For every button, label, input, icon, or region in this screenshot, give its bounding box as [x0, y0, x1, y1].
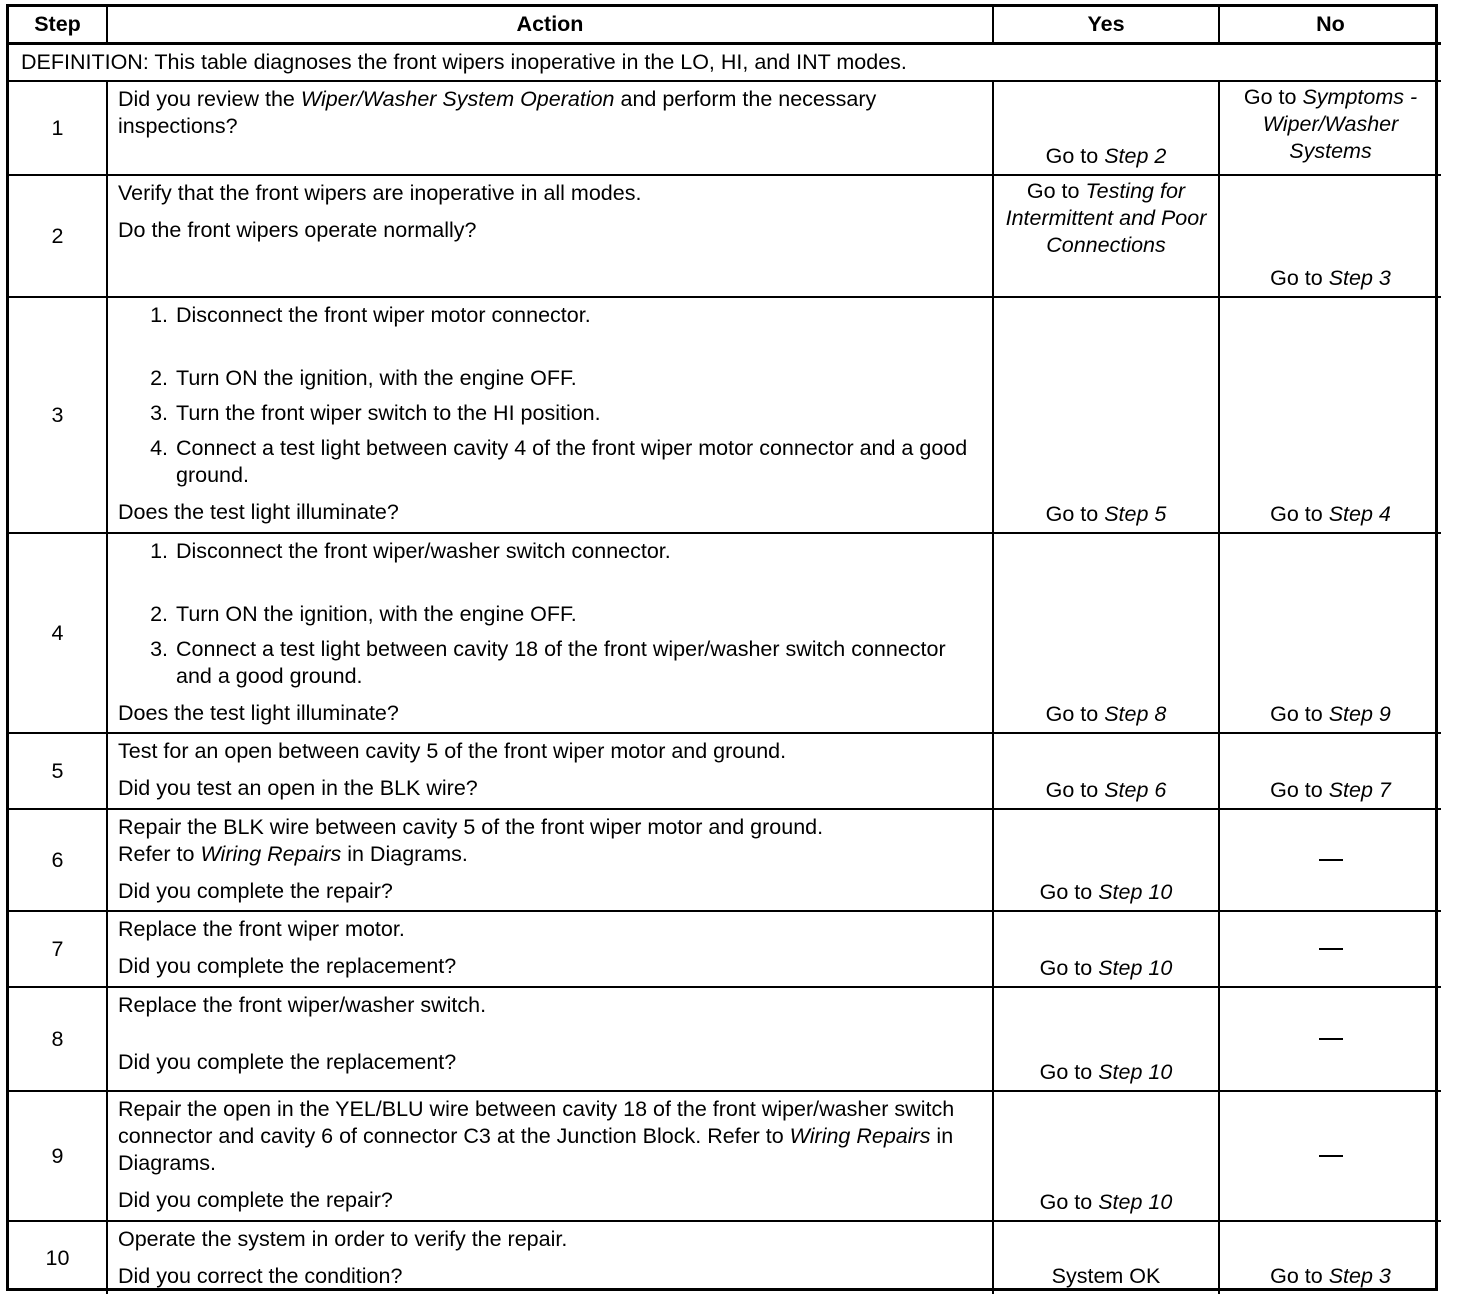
goto-label: Go to [1039, 1190, 1099, 1214]
table-row [9, 1221, 1441, 1294]
goto-label: Go to [1045, 778, 1105, 802]
step-action [107, 809, 993, 911]
no-step-ref: Step 4 [1328, 502, 1391, 526]
yes-step-ref: Step 2 [1104, 144, 1167, 168]
yes-step-ref: Step 10 [1098, 956, 1173, 980]
yes-result [993, 1091, 1219, 1221]
step-number: 7 [9, 911, 107, 987]
yes-result [993, 733, 1219, 809]
yes-step-ref: Step 10 [1098, 880, 1173, 904]
yes-step-ref: Step 10 [1098, 1190, 1173, 1214]
list-item: 3. Turn the front wiper switch to the HI position. [174, 400, 982, 427]
action-text: Repair the BLK wire between cavity 5 of the front wiper motor and ground. [118, 815, 824, 839]
action-text: Did you review the [118, 87, 301, 111]
not-applicable-dash [1319, 1038, 1343, 1040]
step-action [107, 1221, 993, 1294]
list-item: 2. Turn ON the ignition, with the engine OFF. [174, 601, 982, 628]
action-question: Does the test light illuminate? [118, 701, 399, 725]
action-text: Replace the front wiper/washer switch. [118, 993, 487, 1017]
step-action [107, 175, 993, 297]
goto-label: Go to [1026, 179, 1086, 203]
step-action [107, 1091, 993, 1221]
yes-step-ref: Testing for Intermittent and Poor Connections [1005, 179, 1207, 257]
goto-label: Go to [1270, 702, 1329, 726]
yes-result [993, 81, 1219, 175]
no-step-ref: Symptoms - Wiper/Washer Systems [1262, 85, 1418, 163]
definition-row [9, 43, 1441, 81]
yes-result [993, 987, 1219, 1091]
goto-label: Go to [1039, 880, 1099, 904]
not-applicable-dash [1319, 948, 1343, 950]
step-action [107, 987, 993, 1091]
definition-text: DEFINITION: This table diagnoses the front wipers inoperative in the LO, HI, and INT modes. [9, 43, 1441, 81]
no-result [1219, 1091, 1441, 1221]
goto-label: Go to [1045, 702, 1105, 726]
action-question: Did you complete the repair? [118, 1188, 393, 1212]
no-result [1219, 809, 1441, 911]
action-question: Did you complete the replacement? [118, 1050, 457, 1074]
no-result [1219, 81, 1441, 175]
no-result [1219, 1221, 1441, 1294]
action-question: Did you test an open in the BLK wire? [118, 776, 478, 800]
step-number: 5 [9, 733, 107, 809]
no-step-ref: Step 7 [1328, 778, 1391, 802]
diagnostic-table [9, 7, 1441, 1294]
action-text: Refer to [118, 842, 201, 866]
no-result [1219, 911, 1441, 987]
no-result [1219, 733, 1441, 809]
action-text [118, 1096, 982, 1177]
goto-label: Go to [1039, 1060, 1099, 1084]
step-number: 3 [9, 297, 107, 533]
list-item: 1. Disconnect the front wiper motor connector. [174, 302, 982, 329]
action-question: Did you correct the condition? [118, 1264, 403, 1288]
table-row [9, 1091, 1441, 1221]
yes-step-ref: Step 5 [1104, 502, 1167, 526]
yes-result [993, 175, 1219, 297]
action-question: Did you complete the replacement? [118, 954, 457, 978]
no-result [1219, 533, 1441, 733]
no-step-ref: Step 3 [1328, 1264, 1391, 1288]
goto-label: Go to [1270, 502, 1329, 526]
header-row [9, 7, 1441, 43]
table-row [9, 297, 1441, 533]
yes-result [993, 297, 1219, 533]
yes-step-ref: Step 8 [1104, 702, 1167, 726]
no-step-ref: Step 3 [1328, 266, 1391, 290]
not-applicable-dash [1319, 859, 1343, 861]
procedure-list [118, 538, 982, 690]
table-row [9, 81, 1441, 175]
procedure-list [118, 302, 982, 489]
table-row [9, 733, 1441, 809]
yes-result [993, 809, 1219, 911]
table-row [9, 175, 1441, 297]
action-text: in Diagrams. [118, 1124, 954, 1175]
step-number: 4 [9, 533, 107, 733]
no-result [1219, 297, 1441, 533]
step-number: 10 [9, 1221, 107, 1294]
goto-label: Go to [1270, 1264, 1329, 1288]
list-item: 3. Connect a test light between cavity 18 of the front wiper/washer switch connector and a good ground. [174, 636, 982, 690]
yes-result [993, 533, 1219, 733]
action-question: Do the front wipers operate normally? [118, 218, 477, 242]
list-item: 4. Connect a test light between cavity 4 of the front wiper motor connector and a good ground. [174, 435, 982, 489]
header-action: Action [107, 7, 993, 43]
step-number: 9 [9, 1091, 107, 1221]
action-text: Replace the front wiper motor. [118, 917, 405, 941]
goto-label: Go to [1045, 144, 1105, 168]
action-reference: Wiring Repairs [789, 1124, 931, 1148]
goto-label: Go to [1243, 85, 1303, 109]
no-step-ref: Step 9 [1328, 702, 1391, 726]
table-row [9, 987, 1441, 1091]
header-step: Step [9, 7, 107, 43]
list-item: 2. Turn ON the ignition, with the engine OFF. [174, 365, 982, 392]
not-applicable-dash [1319, 1155, 1343, 1157]
step-action [107, 533, 993, 733]
table-row [9, 809, 1441, 911]
yes-step-ref: Step 6 [1104, 778, 1167, 802]
action-reference: Wiring Repairs [200, 842, 342, 866]
yes-step-ref: Step 10 [1098, 1060, 1173, 1084]
step-number: 6 [9, 809, 107, 911]
action-text: Verify that the front wipers are inoperative in all modes. [118, 181, 642, 205]
diagnostic-table-sheet [6, 4, 1438, 1291]
step-action [107, 911, 993, 987]
goto-label: Go to [1039, 956, 1099, 980]
list-item: 1. Disconnect the front wiper/washer switch connector. [174, 538, 982, 565]
action-text: and perform the necessary inspections? [118, 87, 877, 138]
step-action [107, 81, 993, 175]
yes-result: System OK [993, 1221, 1219, 1294]
header-yes: Yes [993, 7, 1219, 43]
action-text: Test for an open between cavity 5 of the front wiper motor and ground. [118, 739, 787, 763]
table-row [9, 911, 1441, 987]
table-row [9, 533, 1441, 733]
action-question: Does the test light illuminate? [118, 500, 399, 524]
header-no: No [1219, 7, 1441, 43]
goto-label: Go to [1270, 778, 1329, 802]
action-question: Did you complete the repair? [118, 879, 393, 903]
step-number: 8 [9, 987, 107, 1091]
no-result [1219, 987, 1441, 1091]
action-reference: Wiper/Washer System Operation [300, 87, 615, 111]
action-text: in Diagrams. [341, 842, 468, 866]
goto-label: Go to [1270, 266, 1329, 290]
action-text [118, 841, 982, 868]
yes-result [993, 911, 1219, 987]
goto-label: Go to [1045, 502, 1105, 526]
step-action [107, 733, 993, 809]
step-action [107, 297, 993, 533]
step-number: 1 [9, 81, 107, 175]
action-text: Repair the open in the YEL/BLU wire between cavity 18 of the front wiper/washer switch connector and cavity 6 of connector C3 at the Junction Block. Refer to [118, 1097, 955, 1148]
step-number: 2 [9, 175, 107, 297]
action-text: Operate the system in order to verify the repair. [118, 1227, 568, 1251]
no-result [1219, 175, 1441, 297]
